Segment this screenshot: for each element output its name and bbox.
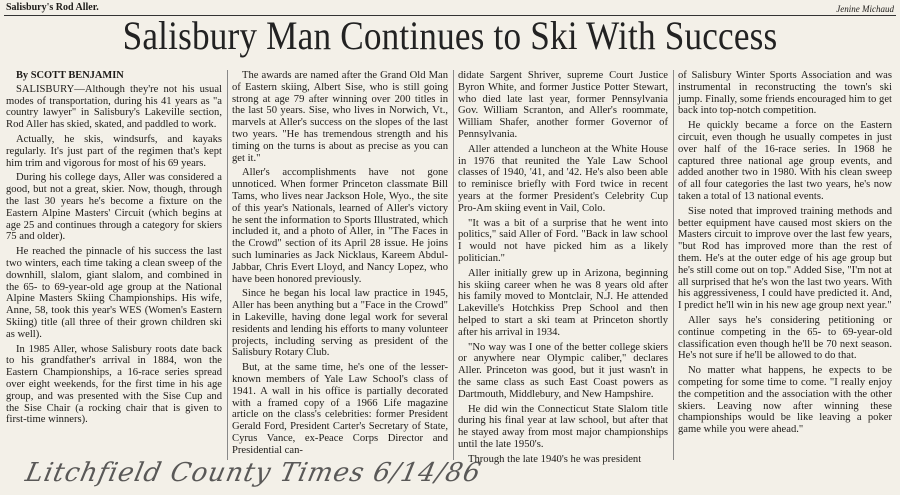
paragraph: "It was a bit of a surprise that he went into politics," said Aller of Ford. "Back in law school I would not have picked him as a likely politician." [458,217,668,264]
paragraph: He quickly became a force on the Eastern circuit, even though he usually competes in just over half of the 16-race series. In 1968 he captured three national age group events, and added another two in 1980. With his clean sweep of all four categories the last two years, he's now taken a total of 13 national events. [678,120,892,202]
paragraph: Aller's accomplishments have not gone unnoticed. When former Princeton classmate Bill Tams, who lives near Jackson Hole, Wyo., the site of this year's Nationals, learned of Aller's victory he sent the information to Sports Illustrated, which included it, and a photo of Aller, in "The Faces in the Crowd" section of its April 28 issue. He joins such luminaries as Jack Nicklaus, Kareem Abdul-Jabbar, Chris Evert Lloyd, and Nancy Lopez, who have been honored previously. [232,167,448,285]
column-divider [673,70,674,460]
paragraph: SALISBURY—Although they're not his usual modes of transportation, during his 41 years as "a country lawyer" in Salisbury's Lakeville section, Rod Aller has skied, skated, and paddled to work. [6,83,222,131]
paragraph: He did win the Connecticut State Slalom title during his final year at law school, but after that he stayed away from most major championships until the late 1950's. [458,403,668,450]
handwritten-source-note: Litchfield County Times 6/14/86 [22,458,485,488]
paragraph: Aller initially grew up in Arizona, beginning his skiing career when he was 8 years old after his family moved to Montclair, N.J. He attended Lakeville's Hotchkiss Prep School and then helped to start a ski team at Princeton shortly after his arrival in 1934. [458,267,668,338]
paragraph: But, at the same time, he's one of the lesser-known members of Yale Law School's class of 1941. A wall in his office is partially decorated with a framed copy of a 1966 Life magazine article on the class's celebrities: former President Gerald Ford, President Carter's Secretary of State, Cyrus Vance, ex-Peace Corps Director and Presidential can- [232,362,448,456]
paragraph: "No way was I one of the better college skiers or anywhere near Olympic caliber," declares Aller. Princeton was good, but it just wasn't in the same class as such East Coast powers as Dartmouth, Middlebury, and New Hampshire. [458,341,668,400]
headline: Salisbury Man Continues to Ski With Success [122,13,778,58]
column-divider [227,70,228,460]
paragraph: Since he began his local law practice in 1945, Aller has been anything but a "Face in the Crowd" in Lakeville, having done legal work for several residents and lending his efforts to many volunteer projects, including serving as president of the Salisbury Rotary Club. [232,288,448,359]
column-3 [458,70,668,469]
paragraph: No matter what happens, he expects to be competing for some time to come. "I really enjoy the competition and the association with the other skiers. Leaving now after winning these championships would be like leaving a poker game while you were ahead." [678,365,892,436]
column-4 [678,70,892,439]
paragraph: Actually, he skis, windsurfs, and kayaks regularly. It's just part of the regimen that's kept him trim and vigorous for most of his 69 years. [6,133,222,169]
paragraph: The awards are named after the Grand Old Man of Eastern skiing, Albert Sise, who is still going strong at age 79 after winning over 200 titles in the last 50 years. Sise, who lives in Norwich, Vt., marvels at Aller's success on the slopes of the last two years. "He has tremendous strength and his timing on the turns is about as precise as you can get it." [232,70,448,164]
column-divider [453,70,454,460]
paragraph: Sise noted that improved training methods and better equipment have caused most skiers on the Masters circuit to improve over the last few years, "but Rod has improved more than the rest of them. He's at the outer edge of his age group but he's still come out on top." Added Sise, "I'm not at all surprised that he's won the last two years. With his aggressiveness, I could have predicted it. And, I predict he'll win in his new age group next year." [678,205,892,312]
paragraph: of Salisbury Winter Sports Association and was instrumental in reconstructing the town's ski jump. Finally, some friends encouraged him to get back into top-notch competition. [678,70,892,117]
byline: By SCOTT BENJAMIN [16,70,124,81]
column-1 [6,70,222,429]
paragraph: didate Sargent Shriver, supreme Court Justice Byron White, and former Justice Potter Stewart, who died late last year, former Pennsylvania Gov. William Scranton, and Aller's roommate, William Shafer, another former Governor of Pennsylvania. [458,70,668,140]
section-caption: Salisbury's Rod Aller. [6,2,99,13]
paragraph: Aller attended a luncheon at the White House in 1976 that reunited the Yale Law School classes of 1940, '41, and '42. He's also been able to reminisce briefly with Ford twice in recent years at the former President's Celebrity Cup Pro-Am skiing event in Vail, Colo. [458,143,668,214]
paragraph: In 1985 Aller, whose Salisbury roots date back to his grandfather's arrival in 1884, won the Eastern Championships, a 16-race series spread over eight weekends, for the first time in his age group, and was presented with the Sise Cup and the Sise Chair (a rocking chair that is given to first-time winners). [6,343,222,426]
photo-credit: Jenine Michaud [836,4,894,14]
column-2 [232,70,448,460]
paragraph: Aller says he's considering petitioning or continue competing in the 65- to 69-year-old classification even though he'll be 70 next season. He's not sure if he'll be allowed to do that. [678,314,892,362]
paragraph: During his college days, Aller was considered a good, but not a great, skier. Now, though, through the last 30 years he's become a fixture on the Eastern Alpine Masters' Circuit (which begins at age 25 and continues through a category for skiers 75 and older). [6,172,222,243]
paragraph: He reached the pinnacle of his success the last two winters, each time taking a clean sweep of the downhill, slalom, giant slalom, and combined in the 65- to 69-year-old age group at the National Alpine Masters Skiing Championships. His wife, Anne, 58, took this year's WES (Women's Eastern Skiing) title (all three of their grown children ski as well). [6,246,222,340]
paragraph: Through the late 1940's he was president [468,453,642,465]
